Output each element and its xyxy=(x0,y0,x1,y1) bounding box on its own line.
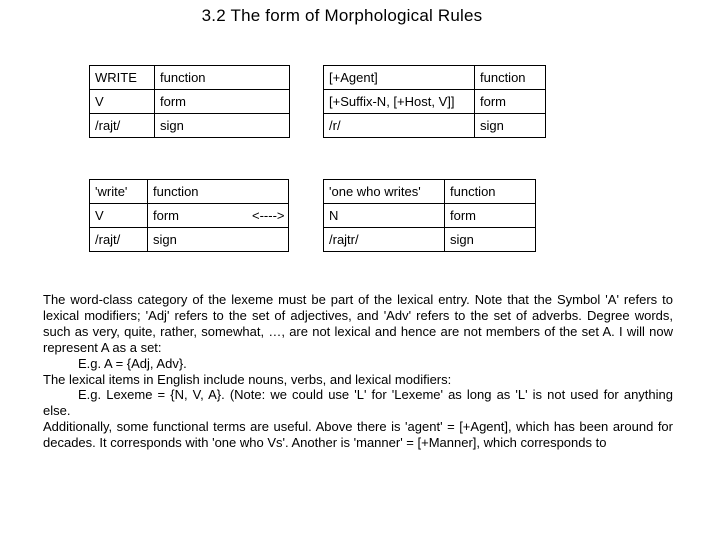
table-cell: sign xyxy=(148,228,289,252)
table-row xyxy=(90,66,290,90)
table-row xyxy=(90,90,290,114)
body-text xyxy=(43,292,673,451)
table-cell: [+Agent] xyxy=(324,66,475,90)
table-row xyxy=(90,180,289,204)
table-cell: WRITE xyxy=(90,66,155,90)
table-row xyxy=(324,204,536,228)
table-cell: /rajt/ xyxy=(90,228,148,252)
table-top-left xyxy=(89,65,290,138)
bidirectional-arrow: <----> xyxy=(252,208,285,223)
table-cell: sign xyxy=(155,114,290,138)
table-cell: function xyxy=(445,180,536,204)
table-row xyxy=(324,228,536,252)
table-row xyxy=(90,228,289,252)
table-cell: V xyxy=(90,204,148,228)
paragraph: Additionally, some functional terms are useful. Above there is 'agent' = [+Agent], which has been around for decades. It corresponds with 'one who Vs'. Another is 'manner' = [+Manner], which corresponds to xyxy=(43,419,673,451)
table-cell: form xyxy=(155,90,290,114)
table-cell: N xyxy=(324,204,445,228)
table-cell: /rajt/ xyxy=(90,114,155,138)
table-cell: function xyxy=(148,180,289,204)
table-cell: sign xyxy=(445,228,536,252)
table-cell: function xyxy=(475,66,546,90)
table-cell: form xyxy=(148,204,289,228)
table-cell: /rajtr/ xyxy=(324,228,445,252)
table-row xyxy=(324,180,536,204)
table-row xyxy=(324,114,546,138)
table-row xyxy=(324,90,546,114)
paragraph: The word-class category of the lexeme must be part of the lexical entry. Note that the Symbol 'A' refers to lexical modifiers; 'Adj' refers to the set of adjectives, and 'Adv' refers to the set of adverbs. Degree words, such as very, quite, rather, somewhat, …, are not lexical and hence are not members of the set A. I will now represent A as a set: xyxy=(43,292,673,355)
table-top-right xyxy=(323,65,546,138)
table-cell: [+Suffix-N, [+Host, V]] xyxy=(324,90,475,114)
example-line: E.g. A = {Adj, Adv}. xyxy=(78,355,187,371)
table-bottom-right xyxy=(323,179,536,252)
example-line: E.g. Lexeme = {N, V, A}. (Note: we could use 'L' for 'Lexeme' as long as 'L' is not used for anything else. xyxy=(43,387,673,419)
table-cell: form xyxy=(475,90,546,114)
table-cell: V xyxy=(90,90,155,114)
table-cell: sign xyxy=(475,114,546,138)
paragraph: The lexical items in English include nouns, verbs, and lexical modifiers: xyxy=(43,371,452,387)
table-cell: function xyxy=(155,66,290,90)
table-row xyxy=(324,66,546,90)
table-cell: 'write' xyxy=(90,180,148,204)
table-row xyxy=(90,114,290,138)
table-cell: 'one who writes' xyxy=(324,180,445,204)
table-cell: form xyxy=(445,204,536,228)
slide-title: 3.2 The form of Morphological Rules xyxy=(201,6,483,25)
table-cell: /r/ xyxy=(324,114,475,138)
